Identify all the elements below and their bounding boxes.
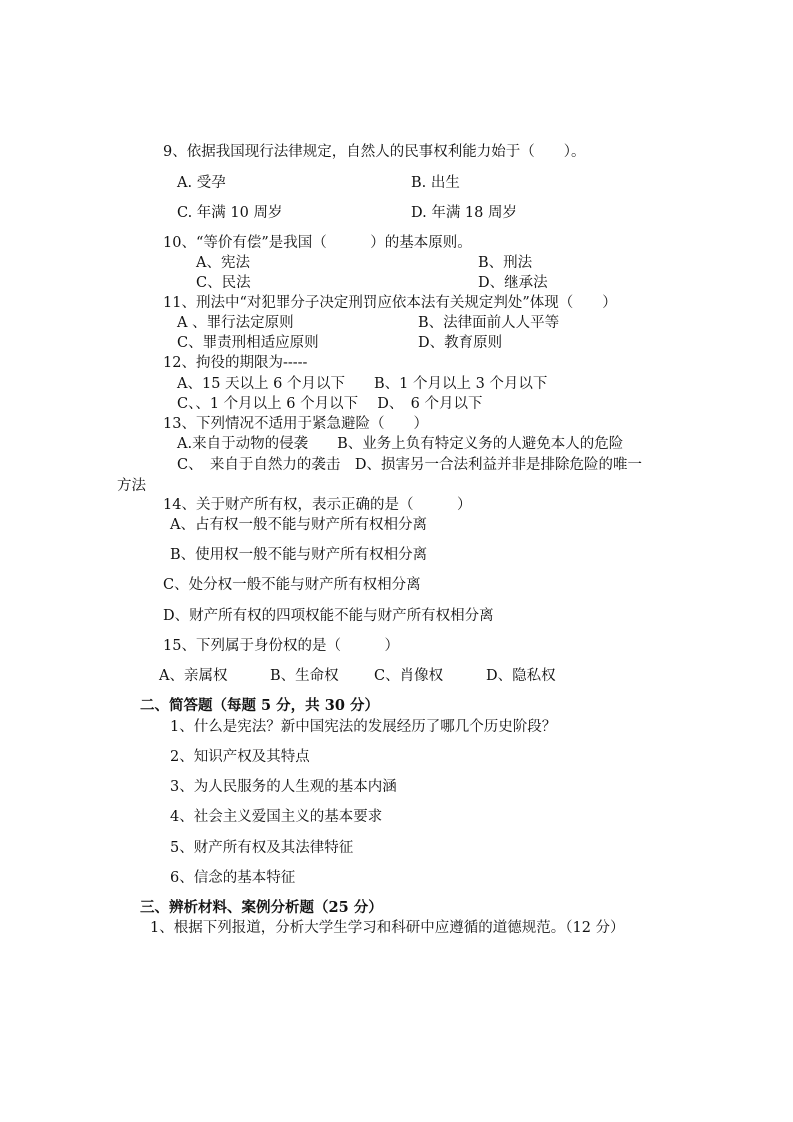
q15-option-a: A、亲属权 <box>159 668 228 684</box>
q9-option-b: B. 出生 <box>411 175 460 191</box>
q9-option-a: A. 受孕 <box>177 175 226 191</box>
section2-item: 1、什么是宪法？新中国宪法的发展经历了哪几个历史阶段？ <box>170 719 557 735</box>
section2-item: 6、信念的基本特征 <box>170 870 296 886</box>
q10-stem: 10、“等价有偿”是我国（ ）的基本原则。 <box>163 235 472 251</box>
q13-options-ab: A.来自于动物的侵袭 B、业务上负有特定义务的人避免本人的危险 <box>177 436 624 452</box>
q15-stem: 15、下列属于身份权的是（ ） <box>163 638 399 654</box>
section2-item: 4、社会主义爱国主义的基本要求 <box>170 809 383 825</box>
q14-stem: 14、关于财产所有权，表示正确的是（ ） <box>163 497 472 513</box>
q11-option-d: D、教育原则 <box>418 335 503 351</box>
section3-question-1: 1、根据下列报道，分析大学生学习和科研中应遵循的道德规范。（12 分） <box>150 920 625 936</box>
q13-continuation: 方法 <box>117 478 146 494</box>
section2-item: 3、为人民服务的人生观的基本内涵 <box>170 779 397 795</box>
q9-stem: 9、依据我国现行法律规定，自然人的民事权利能力始于（ ）。 <box>163 144 586 160</box>
q13-stem: 13、下列情况不适用于紧急避险（ ） <box>163 416 428 432</box>
q15-option-c: C、肖像权 <box>374 668 444 684</box>
q11-option-a: A 、罪行法定原则 <box>177 315 294 331</box>
section2-item: 2、知识产权及其特点 <box>170 749 310 765</box>
q14-option-b: B、使用权一般不能与财产所有权相分离 <box>170 547 428 563</box>
section3-heading: 三、辨析材料、案例分析题（25 分） <box>140 899 383 916</box>
q13-options-cd: C、 来自于自然力的袭击 D、损害另一合法利益并非是排除危险的唯一 <box>177 457 642 473</box>
q9-option-c: C. 年满 10 周岁 <box>177 205 283 221</box>
q15-option-b: B、生命权 <box>270 668 339 684</box>
q14-option-c: C、处分权一般不能与财产所有权相分离 <box>163 577 421 593</box>
q12-options-ab: A、15 天以上 6 个月以下 B、1 个月以上 3 个月以下 <box>177 376 548 392</box>
q14-option-a: A、占有权一般不能与财产所有权相分离 <box>170 517 427 533</box>
q11-option-c: C、罪责刑相适应原则 <box>177 335 319 351</box>
q14-option-d: D、财产所有权的四项权能不能与财产所有权相分离 <box>163 608 494 624</box>
q10-option-d: D、继承法 <box>478 275 548 291</box>
q11-stem: 11、刑法中“对犯罪分子决定刑罚应依本法有关规定判处”体现（ ） <box>163 295 617 311</box>
q12-options-cd: C、、1 个月以上 6 个月以下 D、 6 个月以下 <box>177 396 483 412</box>
q12-stem: 12、拘役的期限为----- <box>163 355 308 371</box>
q10-option-b: B、刑法 <box>478 255 533 271</box>
section2-heading: 二、简答题（每题 5 分，共 30 分） <box>140 697 379 714</box>
q10-option-c: C、民法 <box>196 275 251 291</box>
q10-option-a: A、宪法 <box>196 255 250 271</box>
q15-option-d: D、隐私权 <box>486 668 556 684</box>
q9-option-d: D. 年满 18 周岁 <box>411 205 517 221</box>
q11-option-b: B、法律面前人人平等 <box>418 315 560 331</box>
section2-item: 5、财产所有权及其法律特征 <box>170 840 354 856</box>
